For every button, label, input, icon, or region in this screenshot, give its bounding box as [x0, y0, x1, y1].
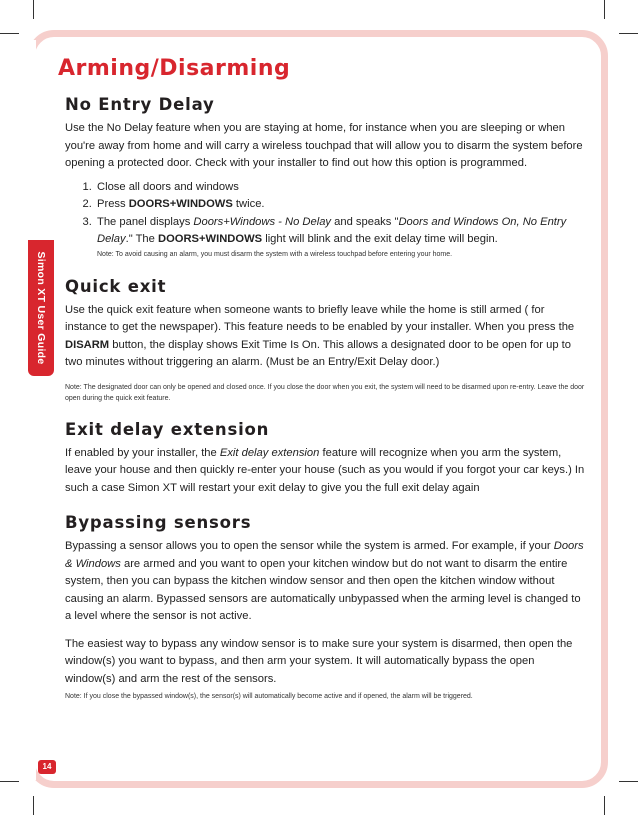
spoken-text: Doors and Windows On, No Entry Delay [97, 215, 567, 245]
section-note: Note: If you close the bypassed window(s), the sensor(s) will automatically become active and if opened, the alarm will be triggered. [65, 693, 473, 700]
body-text: feature will recognize when you arm the system, leave your house and then quickly re-enter your house (such as you would if you forgot your car keys.) In such a case Simon XT will restart your exit delay to give you the full exit delay again [65, 446, 585, 494]
page-number: 14 [38, 760, 56, 774]
display-text: Doors+Windows - No Delay [193, 215, 332, 228]
step-item [95, 179, 585, 197]
side-tab-label: Simon XT User Guide [35, 251, 47, 365]
step-text: Close all doors and windows [97, 180, 239, 193]
section-body: The easiest way to bypass any window sensor is to make sure your system is disarmed, then open the window(s) you want to bypass, and then arm your system. It will automatically bypass the open window(s) and arm the rest of the sensors. [65, 637, 573, 685]
body-text: If enabled by your installer, the [65, 446, 220, 459]
page-title: Arming/Disarming [58, 56, 291, 81]
arming-level-name: Doors & Windows [65, 540, 584, 570]
crop-mark [604, 796, 605, 815]
crop-mark [0, 781, 19, 782]
step-text: and speaks " [331, 215, 399, 228]
page-content [65, 95, 585, 702]
step-text: light will blink and the exit delay time will begin. [262, 233, 498, 245]
section-heading: Exit delay extension [65, 419, 270, 439]
section-note: Note: The designated door can only be opened and closed once. If you close the door when you exit, the system will need to be disarmed upon re-entry. Leave the door open during the quick exit feature. [65, 383, 585, 402]
body-text: Use the quick exit feature when someone wants to briefly leave while the home is still armed ( for instance to get the newspaper). This feature needs to be enabled by your installer. When you press the [65, 303, 575, 333]
side-tab [28, 240, 54, 376]
section-no-entry-delay [65, 95, 585, 261]
crop-mark [33, 0, 34, 19]
step-text: twice. [232, 198, 265, 210]
section-exit-delay-extension [65, 420, 585, 498]
section-heading: Bypassing sensors [65, 513, 252, 532]
step-note: Note: To avoid causing an alarm, you must disarm the system with a wireless touchpad before entering your home. [97, 250, 453, 258]
body-text: are armed and you want to open your kitchen window but do not want to disarm the entire system, then you can bypass the kitchen window sensor and then open the kitchen window without causing an alarm. Bypassed sensors are automatically unbypassed when the arming level is changed to a level where the sensor is not active. [65, 557, 581, 622]
section-body [65, 302, 585, 372]
step-text: Press [97, 198, 129, 210]
page-gutter [28, 40, 36, 780]
body-text: button, the display shows Exit Time Is On. This allows a designated door to be open for up to two minutes without triggering an alarm. (Must be an Entry/Exit Delay door.) [65, 338, 571, 368]
step-text: ." The [125, 233, 158, 245]
section-heading: Quick exit [65, 276, 167, 296]
crop-mark [604, 0, 605, 19]
step-text: The panel displays [97, 215, 194, 228]
feature-name: Exit delay extension [219, 446, 320, 459]
crop-mark [619, 33, 638, 34]
crop-mark [619, 781, 638, 782]
body-text: Bypassing a sensor allows you to open the sensor while the system is armed. For example, if your [65, 540, 554, 552]
crop-mark [33, 796, 34, 815]
step-item [95, 196, 585, 214]
step-item [95, 214, 585, 261]
section-bypassing-sensors [65, 513, 585, 702]
section-quick-exit [65, 277, 585, 404]
section-body: Use the No Delay feature when you are staying at home, for instance when you are sleeping or when you're away from home and will carry a wireless touchpad that will allow you to disarm the system before opening a protected door. Check with your installer to find out how this option is programmed. [65, 122, 583, 169]
section-body [65, 445, 585, 498]
steps-list [65, 179, 585, 261]
button-name: DISARM [65, 338, 110, 351]
section-heading: No Entry Delay [65, 95, 215, 114]
button-name: DOORS+WINDOWS [128, 198, 233, 210]
section-body [65, 538, 585, 626]
crop-mark [0, 33, 19, 34]
button-name: DOORS+WINDOWS [157, 233, 263, 245]
